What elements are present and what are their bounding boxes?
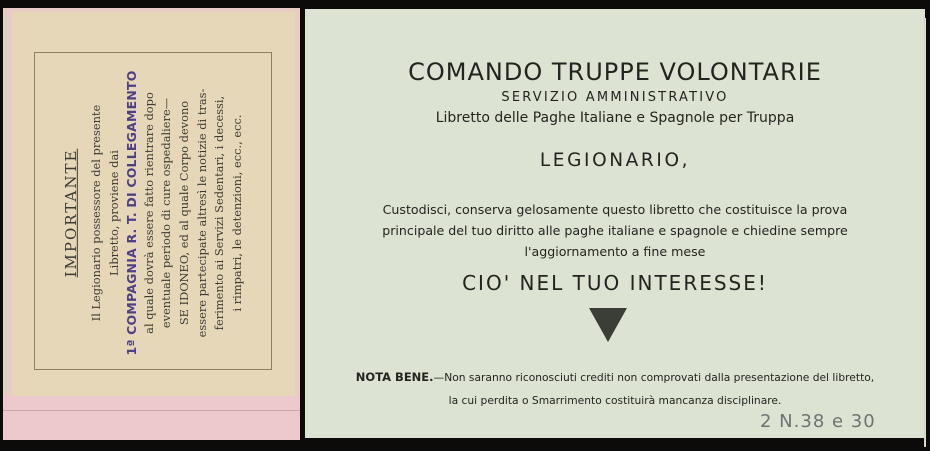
legionario-heading: LEGIONARIO, (539, 150, 691, 171)
right-page (305, 9, 925, 438)
notice-line-3: al quale dovrà essere fatto rientrare dopo (141, 92, 156, 334)
document-subtitle: SERVIZIO AMMINISTRATIVO (501, 90, 729, 105)
interesse-heading: CIO' NEL TUO INTERESSE! (462, 271, 768, 295)
unit-stamp: 1ª COMPAGNIA R. T. DI COLLEGAMENTO (124, 70, 140, 356)
nota-line-2: la cui perdita o Smarrimento costituirà mancanza disciplinare. (448, 394, 782, 407)
important-notice (60, 58, 246, 368)
custodisci-line-2: principale del tuo diritto alle paghe italiane e spagnole e chiedine sempre (382, 223, 848, 238)
custodisci-paragraph (305, 199, 925, 262)
document-title: COMANDO TRUPPE VOLONTARIE (408, 58, 822, 86)
important-notice-card (12, 12, 295, 396)
triangle-ornament (589, 308, 627, 342)
pink-page-edge (3, 396, 300, 440)
handwritten-note: 2 N.38 e 30 (760, 411, 876, 432)
notice-heading: IMPORTANTE (61, 148, 80, 278)
notice-line-5: SE IDONEO, ed al quale Corpo devono (176, 100, 191, 326)
left-page (3, 8, 300, 440)
nota-label: NOTA BENE. (355, 370, 434, 384)
custodisci-line-1: Custodisci, conserva gelosamente questo libretto che costituisce la prova (382, 202, 848, 217)
nota-bene (305, 366, 925, 412)
notice-line-4: eventuale periodo di cure ospedaliere— (159, 97, 174, 329)
notice-line-8: i rimpatri, le detenzioni, ecc., ecc. (229, 114, 244, 312)
notice-line-1: Il Legionario possessore del presente (88, 104, 103, 322)
custodisci-line-3: l'aggiornamento a fine mese (524, 244, 706, 259)
pink-page-divider (3, 410, 300, 411)
notice-line-7: ferimento ai Servizi Sedentari, i decessi, (211, 95, 226, 331)
nota-text-1: —Non saranno riconosciuti crediti non comprovati dalla presentazione del libretto, (433, 371, 875, 384)
document-description: Libretto delle Paghe Italiane e Spagnole per Truppa (435, 110, 795, 126)
notice-line-2: Libretto, proviene dai (106, 150, 121, 276)
nota-line-1 (305, 366, 925, 389)
notice-line-6: essere partecipate altresì le notizie di tras- (194, 88, 209, 338)
